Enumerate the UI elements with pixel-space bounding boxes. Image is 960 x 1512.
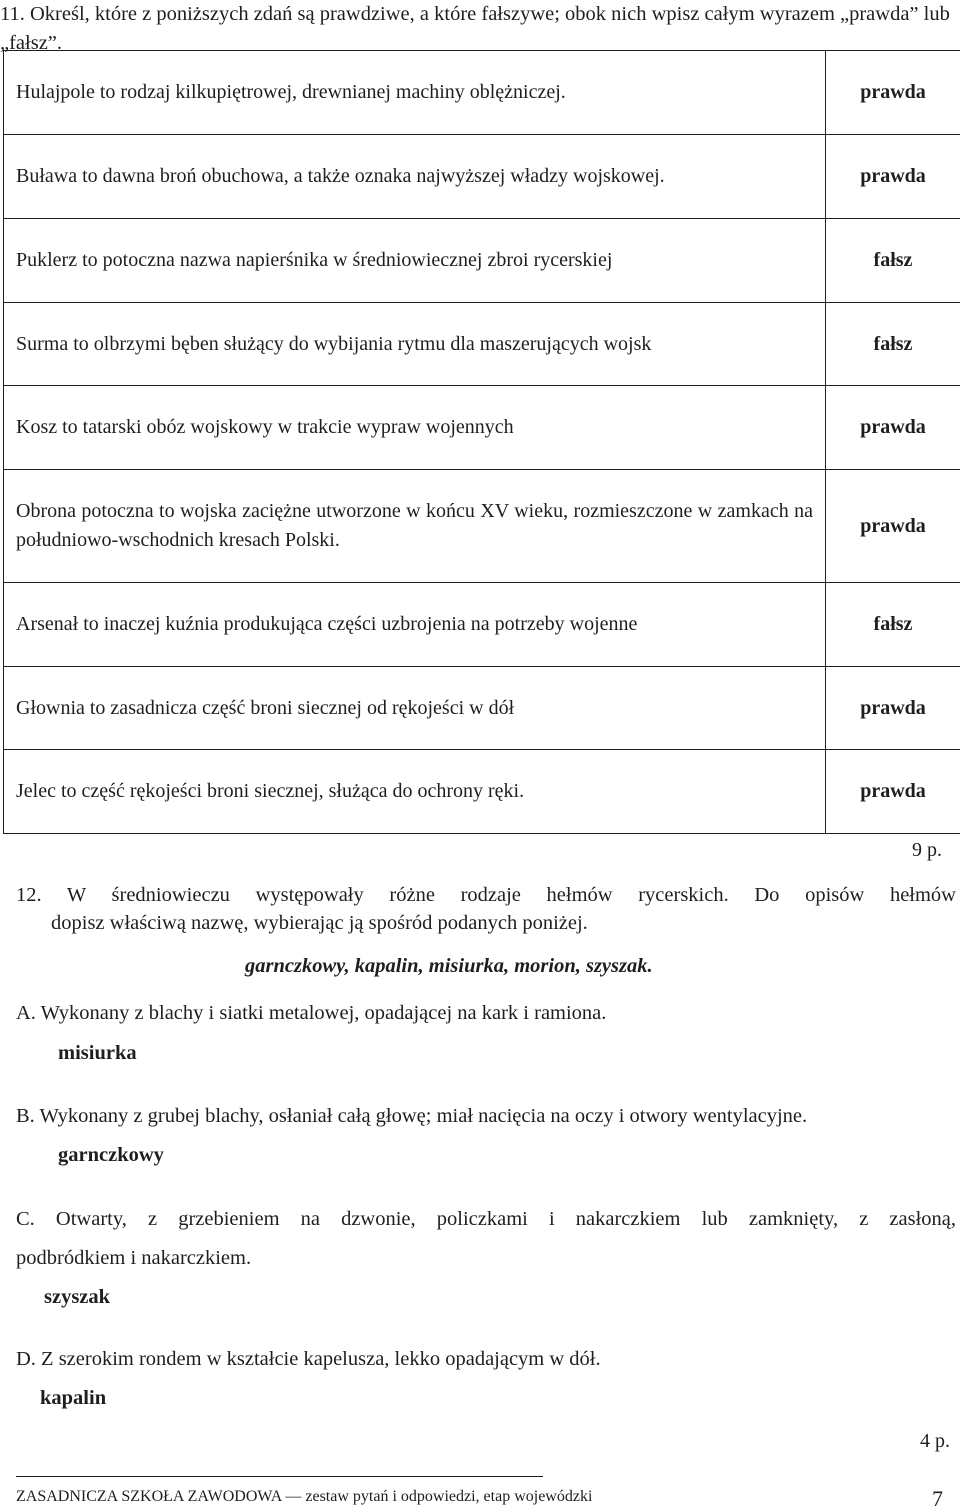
footer-divider (16, 1476, 543, 1477)
description-c-line-1: C. Otwarty, z grzebieniem na dzwonie, policzkami i nakarczkiem lub zamknięty, z zasłoną, (16, 1208, 956, 1230)
table-row (4, 386, 960, 470)
answer-d: kapalin (40, 1387, 107, 1409)
statement-cell: Hulajpole to rodzaj kilkupiętrowej, drewnianej machiny oblężniczej. (4, 51, 826, 135)
table-row (4, 303, 960, 386)
statement-cell: Buława to dawna broń obuchowa, a także oznaka najwyższej władzy wojskowej. (4, 135, 826, 219)
answer-cell: prawda (826, 667, 960, 750)
description-c-line-2: podbródkiem i nakarczkiem. (16, 1247, 252, 1269)
table-row (4, 135, 960, 219)
table-row (4, 667, 960, 750)
description-b: B. Wykonany z grubej blachy, osłaniał całą głowę; miał nacięcia na oczy i otwory wentylacyjne. (16, 1105, 808, 1127)
answer-cell: fałsz (826, 303, 960, 386)
statement-cell: Arsenał to inaczej kuźnia produkująca części uzbrojenia na potrzeby wojenne (4, 583, 826, 667)
table-row (4, 583, 960, 667)
answer-cell: prawda (826, 750, 960, 834)
statement-cell: Głownia to zasadnicza część broni siecznej od rękojeści w dół (4, 667, 826, 750)
question-12-line-2: dopisz właściwą nazwę, wybierając ją spośród podanych poniżej. (51, 912, 588, 934)
table-row (4, 750, 960, 834)
answer-c: szyszak (44, 1286, 111, 1308)
footer-text: ZASADNICZA SZKOŁA ZAWODOWA — zestaw pytań i odpowiedzi, etap wojewódzki (16, 1488, 593, 1505)
answer-cell: prawda (826, 135, 960, 219)
answer-cell: prawda (826, 470, 960, 583)
description-d: D. Z szerokim rondem w kształcie kapelusza, lekko opadającym w dół. (16, 1348, 601, 1370)
table-row (4, 51, 960, 135)
description-a: A. Wykonany z blachy i siatki metalowej, opadającej na kark i ramiona. (16, 1002, 607, 1024)
answer-cell: prawda (826, 386, 960, 470)
table-row (4, 219, 960, 303)
answer-a: misiurka (58, 1042, 137, 1064)
answer-b: garnczkowy (58, 1144, 164, 1166)
true-false-table (3, 50, 960, 834)
statement-cell: Puklerz to potoczna nazwa napierśnika w średniowiecznej zbroi rycerskiej (4, 219, 826, 303)
question-11-points: 9 p. (912, 839, 942, 861)
table-row (4, 470, 960, 583)
answer-cell: fałsz (826, 583, 960, 667)
page-number: 7 (932, 1486, 943, 1511)
question-12-line-1: 12. W średniowieczu występowały różne rodzaje hełmów rycerskich. Do opisów hełmów (16, 884, 956, 906)
answer-cell: prawda (826, 51, 960, 135)
statement-cell: Jelec to część rękojeści broni siecznej, służąca do ochrony ręki. (4, 750, 826, 834)
statement-cell: Obrona potoczna to wojska zaciężne utworzone w końcu XV wieku, rozmieszczone w zamkach na południowo-wschodnich kresach Polski. (4, 470, 826, 583)
question-11-header: 11. Określ, które z poniższych zdań są prawdziwe, a które fałszywe; obok nich wpisz całym wyrazem „prawda” lub „fałsz”. (0, 3, 950, 54)
answer-cell: fałsz (826, 219, 960, 303)
question-12-points: 4 p. (920, 1430, 950, 1452)
statement-cell: Kosz to tatarski obóz wojskowy w trakcie wypraw wojennych (4, 386, 826, 470)
helmet-options: garnczkowy, kapalin, misiurka, morion, szyszak. (245, 955, 653, 977)
statement-cell: Surma to olbrzymi bęben służący do wybijania rytmu dla maszerujących wojsk (4, 303, 826, 386)
